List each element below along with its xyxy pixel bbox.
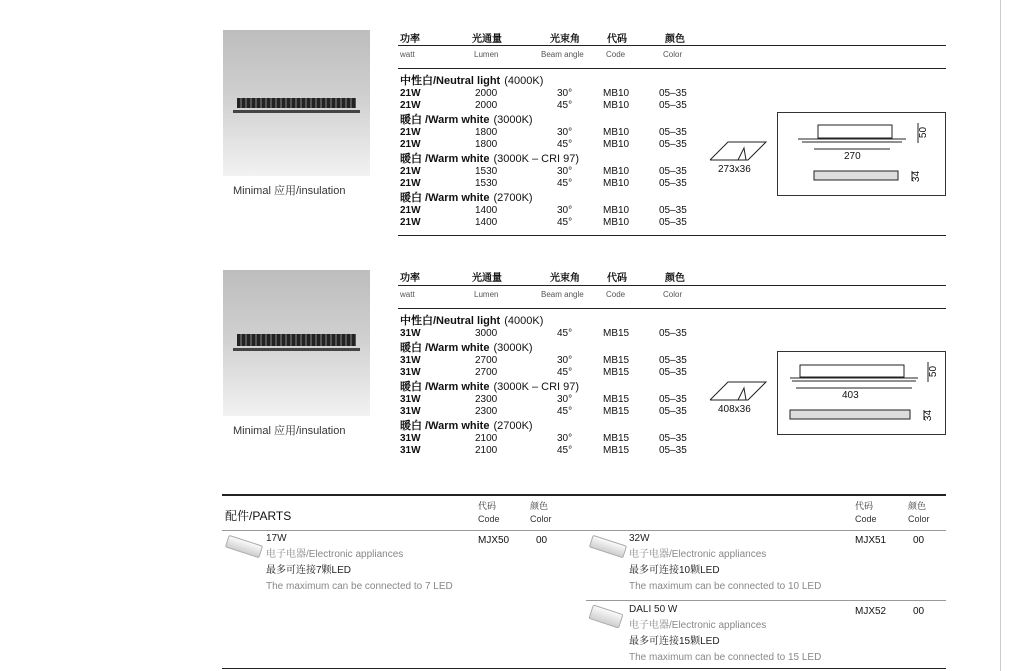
part-item-1 <box>266 531 453 595</box>
page-edge-line <box>1000 0 1001 671</box>
cell-code: MB10 <box>603 217 630 228</box>
cell-beam: 30° <box>557 355 573 366</box>
parts-title: 配件/PARTS <box>225 509 292 523</box>
driver-image-3 <box>588 604 623 628</box>
cell-color: 05–35 <box>659 445 687 456</box>
cell-color: 05–35 <box>659 100 687 111</box>
cell-beam: 30° <box>557 205 573 216</box>
code-en: Code <box>855 514 877 524</box>
cell-w: 21W <box>400 217 421 228</box>
cell-color: 05–35 <box>659 139 687 150</box>
cell-code: MB15 <box>603 328 630 339</box>
color-cn: 颜色 <box>908 501 927 511</box>
cell-code: MB15 <box>603 433 630 444</box>
cell-w: 31W <box>400 433 421 444</box>
group-temp: (2700K) <box>493 420 533 432</box>
part-power: 32W <box>629 533 650 544</box>
cutout-size-icon <box>708 140 768 162</box>
cell-beam: 45° <box>557 100 573 111</box>
header-beam: 光束角 <box>550 34 580 45</box>
header-watt: 功率 <box>400 34 420 45</box>
cell-code: MB10 <box>603 139 630 150</box>
code-en: Code <box>478 514 500 524</box>
header-beam-en: Beam angle <box>541 50 584 59</box>
cell-lm: 1800 <box>475 139 498 150</box>
part-color-3: 00 <box>913 606 925 617</box>
parts-top-rule <box>222 494 946 496</box>
header-lumen-en: Lumen <box>474 50 499 59</box>
driver-image-2 <box>589 535 627 558</box>
cell-w: 21W <box>400 127 421 138</box>
cell-beam: 45° <box>557 445 573 456</box>
divider <box>398 45 946 46</box>
parts-code-header-right <box>855 500 877 526</box>
part-max-en: The maximum can be connected to 10 LED <box>629 581 822 592</box>
cell-color: 05–35 <box>659 433 687 444</box>
part-power: DALI 50 W <box>629 604 678 615</box>
header-color: 颜色 <box>665 273 685 284</box>
header-color-en: Color <box>663 50 683 59</box>
fixture-base <box>233 348 360 351</box>
parts-code-header-left <box>478 500 500 526</box>
header-code: 代码 <box>607 273 627 284</box>
cell-w: 21W <box>400 166 421 177</box>
group-name: 暖白 /Warm white <box>400 192 490 204</box>
cell-code: MB15 <box>603 394 630 405</box>
group-label <box>400 381 579 393</box>
part-color-2: 00 <box>913 535 925 546</box>
divider <box>586 600 946 601</box>
cell-lm: 1530 <box>475 166 498 177</box>
group-temp: (4000K) <box>504 75 544 87</box>
cell-code: MB10 <box>603 166 630 177</box>
cell-lm: 1400 <box>475 205 498 216</box>
group-label <box>400 315 543 327</box>
group-name: 暖白 /Warm white <box>400 114 490 126</box>
cell-code: MB10 <box>603 100 630 111</box>
header-beam: 光束角 <box>550 273 580 284</box>
divider <box>398 308 946 309</box>
group-temp: (3000K – CRI 97) <box>493 381 580 393</box>
dimension-drawing-2 <box>777 351 946 435</box>
header-color: 颜色 <box>665 34 685 45</box>
divider <box>398 235 946 236</box>
header-code-en: Code <box>606 50 626 59</box>
header-lumen: 光通量 <box>472 34 502 45</box>
product-photo-2 <box>223 270 370 416</box>
cell-w: 31W <box>400 355 421 366</box>
cell-lm: 2100 <box>475 445 498 456</box>
header-watt: 功率 <box>400 273 420 284</box>
cell-color: 05–35 <box>659 355 687 366</box>
part-item-3 <box>629 602 821 666</box>
driver-image-1 <box>225 535 263 558</box>
part-code-1: MJX50 <box>478 535 510 546</box>
cell-w: 31W <box>400 328 421 339</box>
cell-lm: 2300 <box>475 394 498 405</box>
header-lumen: 光通量 <box>472 273 502 284</box>
header-lumen-en: Lumen <box>474 290 499 299</box>
group-name: 中性白/Neutral light <box>400 75 501 87</box>
cell-code: MB10 <box>603 178 630 189</box>
parts-color-header-right <box>908 500 930 526</box>
group-label <box>400 342 533 354</box>
cell-w: 31W <box>400 367 421 378</box>
cell-color: 05–35 <box>659 127 687 138</box>
cell-code: MB10 <box>603 127 630 138</box>
cell-color: 05–35 <box>659 205 687 216</box>
part-code-3: MJX52 <box>855 606 887 617</box>
cell-color: 05–35 <box>659 88 687 99</box>
dim-depth-1: 34 <box>911 170 923 183</box>
cell-code: MB15 <box>603 406 630 417</box>
color-en: Color <box>530 514 552 524</box>
color-cn: 颜色 <box>530 501 549 511</box>
group-label <box>400 192 533 204</box>
fixture-strip <box>237 98 356 108</box>
group-name: 暖白 /Warm white <box>400 420 490 432</box>
group-name: 暖白 /Warm white <box>400 381 490 393</box>
part-max-cn: 最多可连接7颗LED <box>266 565 352 576</box>
dim-width-1: 270 <box>844 151 861 162</box>
product-photo-1 <box>223 30 370 176</box>
cell-w: 21W <box>400 139 421 150</box>
header-code: 代码 <box>607 34 627 45</box>
cell-color: 05–35 <box>659 367 687 378</box>
part-type: 电子电器/Electronic appliances <box>266 549 404 560</box>
group-temp: (2700K) <box>493 192 533 204</box>
group-label <box>400 114 533 126</box>
group-label <box>400 75 543 87</box>
group-temp: (3000K) <box>493 114 533 126</box>
color-en: Color <box>908 514 930 524</box>
cell-w: 31W <box>400 445 421 456</box>
cell-beam: 30° <box>557 433 573 444</box>
cell-color: 05–35 <box>659 406 687 417</box>
cell-w: 21W <box>400 178 421 189</box>
part-code-2: MJX51 <box>855 535 887 546</box>
part-max-en: The maximum can be connected to 7 LED <box>266 581 453 592</box>
cell-beam: 45° <box>557 217 573 228</box>
fixture-base <box>233 110 360 113</box>
cell-beam: 30° <box>557 88 573 99</box>
cutout-size-icon <box>708 380 768 402</box>
code-cn: 代码 <box>478 501 497 511</box>
cell-color: 05–35 <box>659 217 687 228</box>
group-label <box>400 153 579 165</box>
cell-lm: 2100 <box>475 433 498 444</box>
header-watt-en: watt <box>400 50 415 59</box>
photo-caption-1: Minimal 应用/insulation <box>233 185 346 197</box>
group-temp: (3000K) <box>493 342 533 354</box>
cell-lm: 2700 <box>475 367 498 378</box>
parts-bottom-rule <box>222 668 946 669</box>
header-watt-en: watt <box>400 290 415 299</box>
cell-beam: 30° <box>557 394 573 405</box>
header-color-en: Color <box>663 290 683 299</box>
cell-code: MB15 <box>603 355 630 366</box>
cell-lm: 2000 <box>475 88 498 99</box>
cell-code: MB10 <box>603 88 630 99</box>
cell-lm: 3000 <box>475 328 498 339</box>
divider <box>398 68 946 69</box>
header-beam-en: Beam angle <box>541 290 584 299</box>
part-max-cn: 最多可连接15颗LED <box>629 636 720 647</box>
group-name: 暖白 /Warm white <box>400 153 490 165</box>
group-name: 中性白/Neutral light <box>400 315 501 327</box>
dim-depth-2: 34 <box>923 409 935 422</box>
part-type: 电子电器/Electronic appliances <box>629 549 767 560</box>
cell-lm: 2300 <box>475 406 498 417</box>
dim-height-2: 50 <box>928 365 940 378</box>
cell-w: 21W <box>400 88 421 99</box>
cell-beam: 30° <box>557 127 573 138</box>
group-temp: (4000K) <box>504 315 544 327</box>
divider <box>398 285 946 286</box>
part-item-2 <box>629 531 821 595</box>
cell-w: 31W <box>400 394 421 405</box>
cutout-size-1: 273x36 <box>718 164 751 175</box>
cell-beam: 45° <box>557 139 573 150</box>
cell-w: 21W <box>400 205 421 216</box>
parts-color-header-left <box>530 500 552 526</box>
cell-lm: 2700 <box>475 355 498 366</box>
part-max-cn: 最多可连接10颗LED <box>629 565 720 576</box>
part-type: 电子电器/Electronic appliances <box>629 620 767 631</box>
group-name: 暖白 /Warm white <box>400 342 490 354</box>
cell-lm: 1530 <box>475 178 498 189</box>
part-max-en: The maximum can be connected to 15 LED <box>629 652 822 663</box>
cell-color: 05–35 <box>659 394 687 405</box>
photo-caption-2: Minimal 应用/insulation <box>233 425 346 437</box>
cell-code: MB15 <box>603 445 630 456</box>
cell-color: 05–35 <box>659 166 687 177</box>
cell-lm: 1800 <box>475 127 498 138</box>
cell-w: 31W <box>400 406 421 417</box>
group-temp: (3000K – CRI 97) <box>493 153 580 165</box>
cell-code: MB15 <box>603 367 630 378</box>
group-label <box>400 420 533 432</box>
cell-color: 05–35 <box>659 328 687 339</box>
cell-beam: 45° <box>557 178 573 189</box>
cell-color: 05–35 <box>659 178 687 189</box>
cell-beam: 45° <box>557 367 573 378</box>
cell-beam: 45° <box>557 406 573 417</box>
cell-lm: 2000 <box>475 100 498 111</box>
part-color-1: 00 <box>536 535 548 546</box>
dim-height-1: 50 <box>918 126 930 139</box>
cutout-size-2: 408x36 <box>718 404 751 415</box>
fixture-strip <box>237 334 356 346</box>
cell-beam: 45° <box>557 328 573 339</box>
cell-beam: 30° <box>557 166 573 177</box>
dimension-drawing-1 <box>777 112 946 196</box>
part-power: 17W <box>266 533 287 544</box>
cell-w: 21W <box>400 100 421 111</box>
code-cn: 代码 <box>855 501 874 511</box>
dim-width-2: 403 <box>842 390 859 401</box>
header-code-en: Code <box>606 290 626 299</box>
cell-lm: 1400 <box>475 217 498 228</box>
cell-code: MB10 <box>603 205 630 216</box>
